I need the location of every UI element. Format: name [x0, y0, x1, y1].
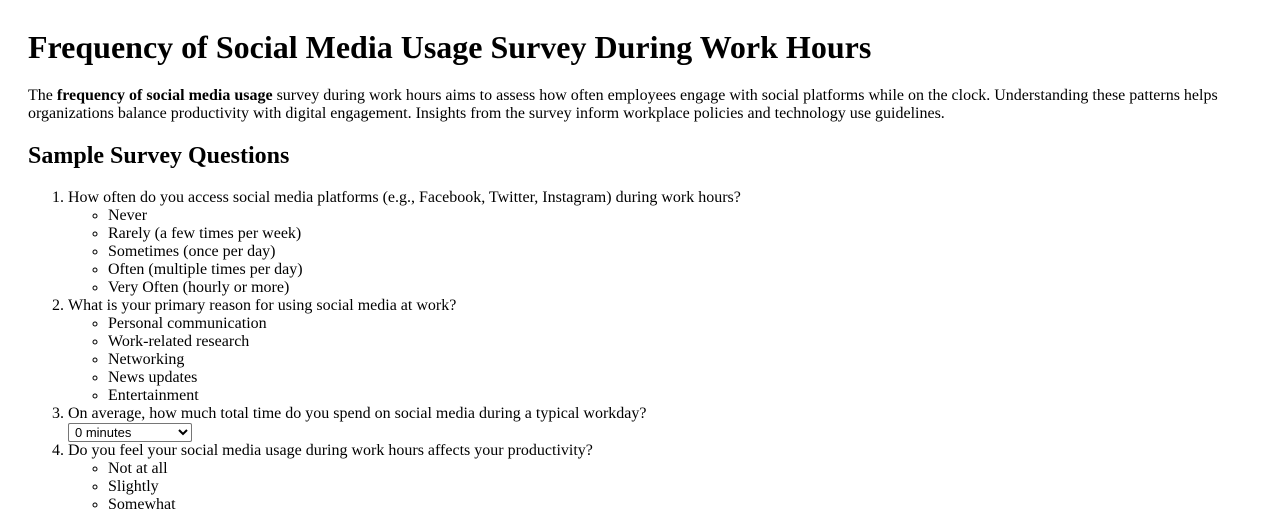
option-item: ◦ Work-related research	[108, 333, 1250, 351]
intro-suffix: survey during work hours aims to assess how often employees engage with social platforms while on the clock. Understanding these patterns helps organizations balance productivity with digital engagement. Insights from the survey inform workplace policies and technology use guidelines.	[28, 87, 1218, 122]
question-item	[68, 189, 1250, 297]
question-item	[68, 442, 1250, 514]
option-item: ◦ Somewhat	[108, 496, 1250, 514]
intro-paragraph	[28, 87, 1250, 123]
question-text: On average, how much total time do you spend on social media during a typical workday?	[68, 405, 647, 422]
question-item	[68, 405, 1250, 442]
question-text: How often do you access social media platforms (e.g., Facebook, Twitter, Instagram) during work hours?	[68, 189, 741, 206]
option-item: ◦ Sometimes (once per day)	[108, 243, 1250, 261]
option-item: ◦ Never	[108, 207, 1250, 225]
option-item: ◦ Very Often (hourly or more)	[108, 279, 1250, 297]
option-item: ◦ News updates	[108, 369, 1250, 387]
questions-list	[28, 189, 1250, 514]
option-item: ◦ Networking	[108, 351, 1250, 369]
option-item: ◦ Entertainment	[108, 387, 1250, 405]
options-list	[68, 315, 1250, 405]
page-title: Frequency of Social Media Usage Survey During Work Hours	[28, 29, 872, 65]
option-item: ◦ Slightly	[108, 478, 1250, 496]
section-heading: Sample Survey Questions	[28, 143, 290, 169]
question-item	[68, 297, 1250, 405]
option-item: ◦ Personal communication	[108, 315, 1250, 333]
option-item: ◦ Not at all	[108, 460, 1250, 478]
options-list	[68, 460, 1250, 514]
question-text: Do you feel your social media usage during work hours affects your productivity?	[68, 442, 593, 459]
option-item: ◦ Rarely (a few times per week)	[108, 225, 1250, 243]
intro-prefix: The	[28, 87, 57, 104]
time-spent-select[interactable]	[68, 423, 192, 442]
option-item: ◦ Often (multiple times per day)	[108, 261, 1250, 279]
question-text: What is your primary reason for using social media at work?	[68, 297, 457, 314]
options-list	[68, 207, 1250, 297]
intro-bold-term: frequency of social media usage	[56, 87, 273, 104]
